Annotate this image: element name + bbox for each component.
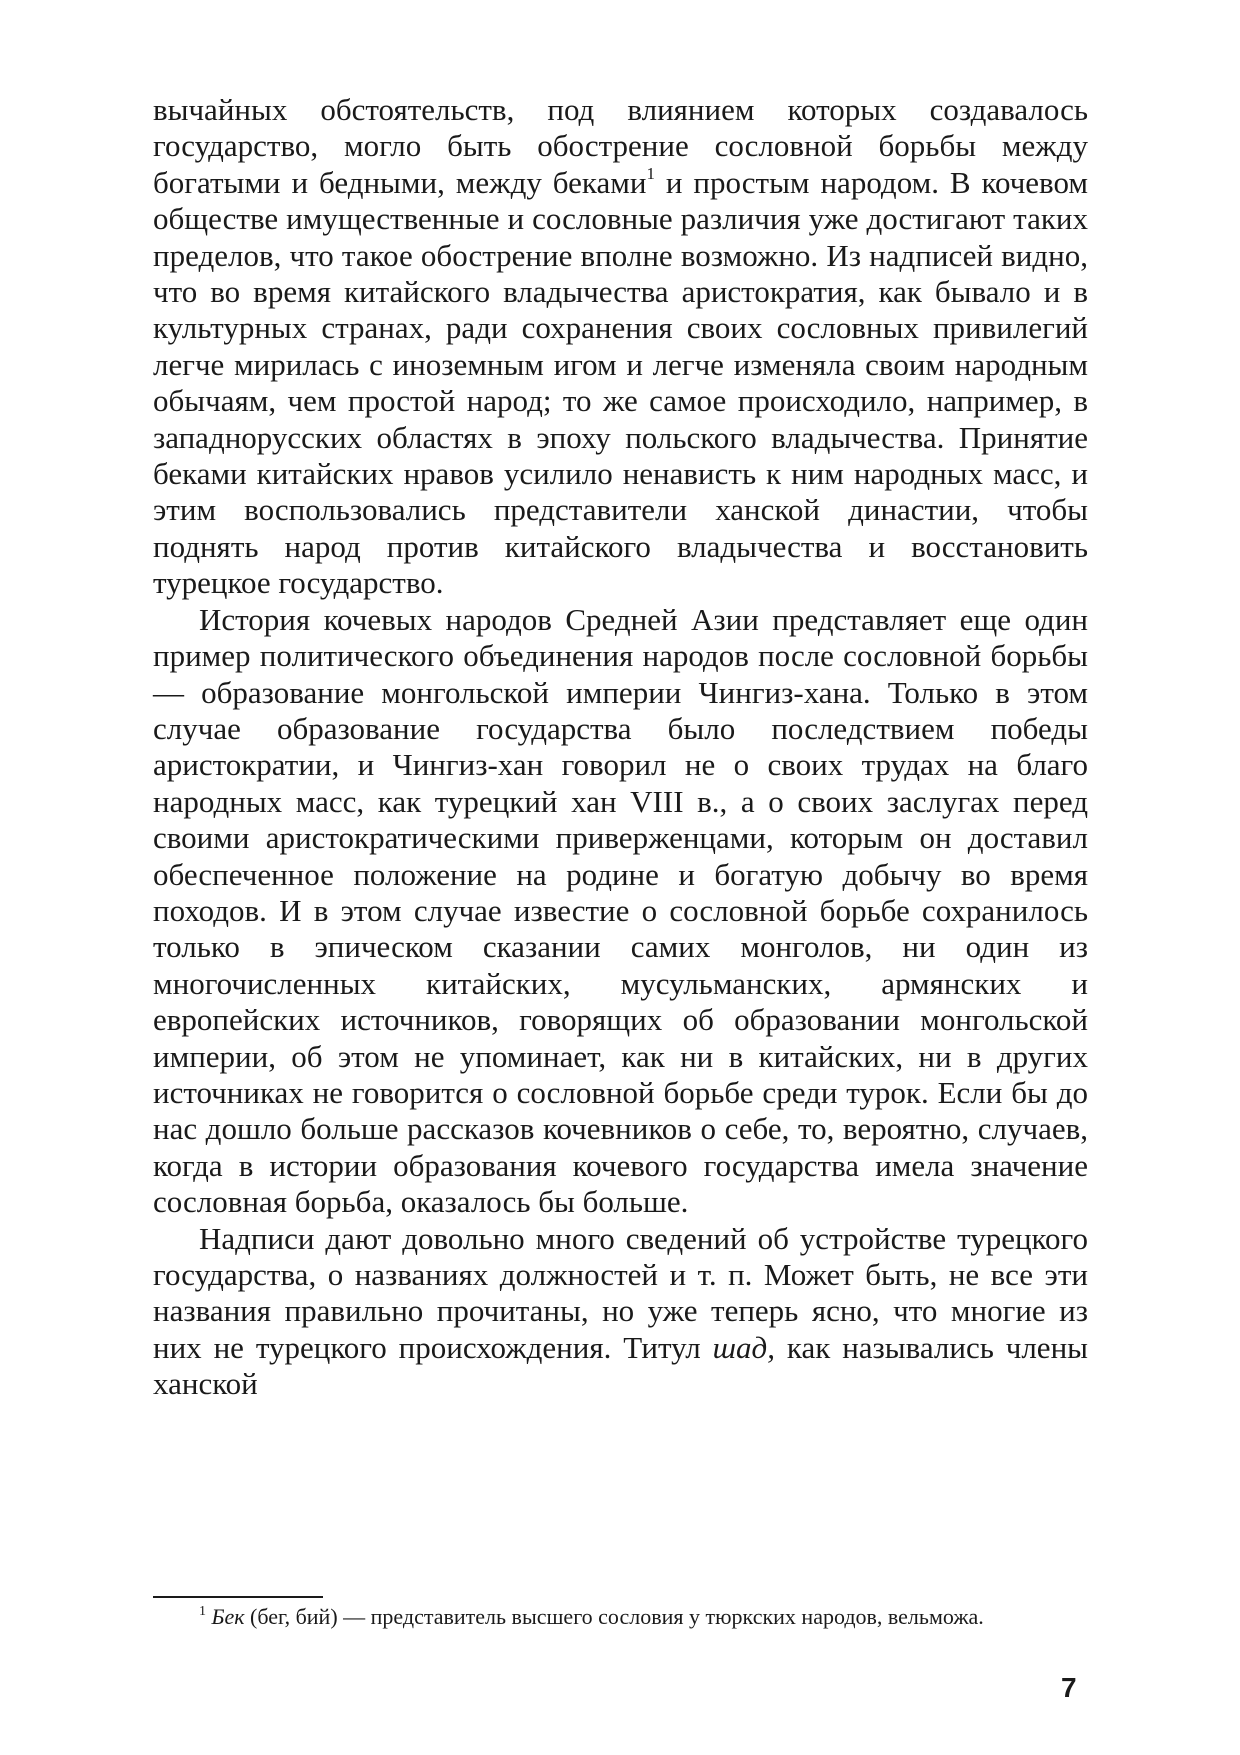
paragraph-1-text-b: и простым народом. В кочевом обществе имущественные и сословные различия уже достигают таких пределов, что такое обострение вполне возможно. Из надписей видно, что во время китайского владычества аристократия, как бывало и в культурных странах, ради сохранения своих сословных привилегий легче мирилась с иноземным игом и легче изменяла своим народным обычаям, чем простой народ; то же самое происходило, например, в западнорусских областях в эпоху польского владычества. Принятие беками китайских нравов усилило ненависть к ним народных масс, и этим воспользовались представители ханской династии, чтобы поднять народ против китайского владычества и восстановить турецкое государство. (153, 164, 1089, 601)
footnote-divider (153, 1596, 323, 1598)
paragraph-3-text-a: Надписи дают довольно много сведений об устройстве турецкого государства, о названиях должностей и т. п. Может быть, не все эти названия правильно прочитаны, но уже теперь ясно, что многие из них не турецкого происхождения. Титул (153, 1220, 1088, 1365)
footnote-marker: 1 (199, 1604, 206, 1619)
paragraph-3 (153, 1221, 1088, 1403)
paragraph-3-text-b: как назывались члены ханской (153, 1329, 1088, 1402)
footnote-text: (бег, бий) — представитель высшего сословия у тюркских народов, вельможа. (244, 1604, 984, 1629)
footnote-reference: 1 (646, 163, 655, 183)
footnote-term: Бек (211, 1604, 245, 1629)
paragraph-2: История кочевых народов Средней Азии представляет еще один пример политического объединения народов после сословной борьбы — образование монгольской империи Чингиз-хана. Только в этом случае образование государства было последствием победы аристократии, и Чингиз-хан говорил не о своих трудах на благо народных масс, как турецкий хан VIII в., а о своих заслугах перед своими аристократическими приверженцами, которым он доставил обеспеченное положение на родине и богатую добычу во время походов. И в этом случае известие о сословной борьбе сохранилось только в эпическом сказании самих монголов, ни один из многочисленных китайских, мусульманских, армянских и европейских источников, говорящих об образовании монгольской империи, об этом не упоминает, как ни в китайских, ни в других источниках не говорится о сословной борьбе среди турок. Если бы до нас дошло больше рассказов кочевников о себе, то, вероятно, случаев, когда в истории образования кочевого государства имела значение сословная борьба, оказалось бы больше. (153, 601, 1088, 1220)
footnote (153, 1603, 1088, 1630)
paragraph-1 (153, 92, 1088, 602)
paragraph-1-text-a: вычайных обстоятельств, под влиянием которых создавалось государство, могло быть обострение сословной борьбы между богатыми и бедными, между беками (153, 92, 1088, 200)
page-number: 7 (1061, 1672, 1077, 1703)
italic-term: шад, (712, 1329, 775, 1365)
page-body (153, 92, 1088, 1403)
